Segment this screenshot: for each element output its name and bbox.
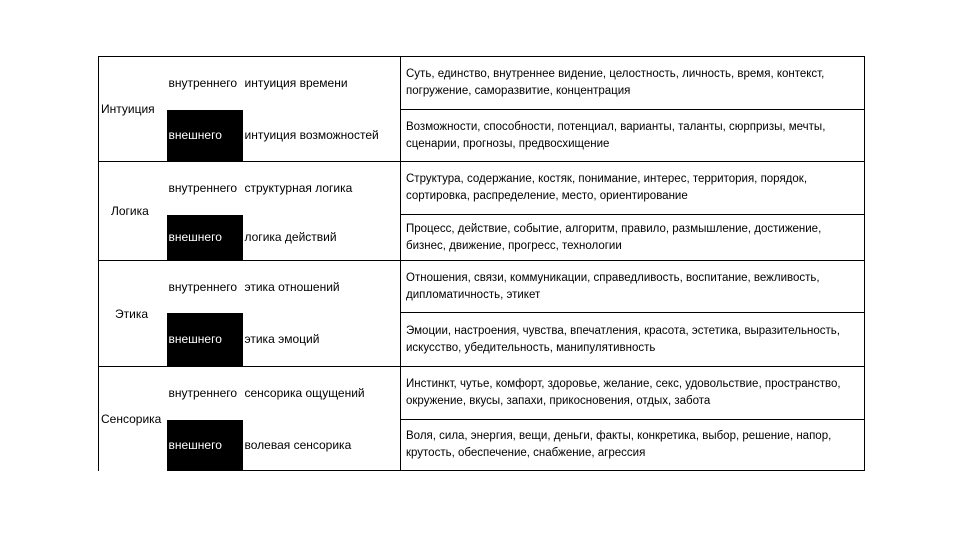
description-cell: Отношения, связи, коммуникации, справедливость, воспитание, вежливость, дипломатичность, этикет (401, 261, 865, 313)
function-cell: интуиция времени (243, 57, 401, 110)
function-cell: логика действий (243, 215, 401, 261)
category-cell (99, 261, 167, 367)
description-cell: Возможности, способности, потенциал, варианты, таланты, сюрпризы, мечты, сценарии, прогнозы, предвосхищение (401, 110, 865, 162)
category-cell (99, 162, 167, 261)
direction-cell: внутреннего (167, 162, 243, 215)
function-cell: интуиция возможностей (243, 110, 401, 162)
direction-cell: внешнего (167, 420, 243, 471)
description-cell: Эмоции, настроения, чувства, впечатления, красота, эстетика, выразительность, искусство, убедительность, манипулятивность (401, 313, 865, 367)
category-label: Этика (115, 306, 149, 321)
table-row (99, 215, 865, 261)
category-label: Интуиция (101, 102, 155, 116)
function-cell: сенсорика ощущений (243, 367, 401, 420)
direction-cell: внутреннего (167, 367, 243, 420)
table-row (99, 313, 865, 367)
description-cell: Суть, единство, внутреннее видение, целостность, личность, время, контекст, погружение, саморазвитие, концентрация (401, 57, 865, 110)
direction-cell: внутреннего (167, 57, 243, 110)
direction-cell: внешнего (167, 313, 243, 367)
direction-cell: внешнего (167, 215, 243, 261)
direction-cell: внешнего (167, 110, 243, 162)
direction-cell: внутреннего (167, 261, 243, 313)
description-cell: Инстинкт, чутье, комфорт, здоровье, желание, секс, удовольствие, пространство, окружение, вкусы, запахи, прикосновения, отдых, забота (401, 367, 865, 420)
function-cell: волевая сенсорика (243, 420, 401, 471)
table-row (99, 57, 865, 110)
category-label: Логика (111, 204, 149, 218)
table-row (99, 420, 865, 471)
function-cell: этика отношений (243, 261, 401, 313)
category-label: Сенсорика (101, 412, 162, 426)
description-cell: Воля, сила, энергия, вещи, деньги, факты, конкретика, выбор, решение, напор, крутость, обеспечение, снабжение, агрессия (401, 420, 865, 471)
table-row (99, 162, 865, 215)
function-cell: структурная логика (243, 162, 401, 215)
description-cell: Процесс, действие, событие, алгоритм, правило, размышление, достижение, бизнес, движение, прогресс, технологии (401, 215, 865, 261)
table-row (99, 261, 865, 313)
category-cell (99, 57, 167, 162)
function-cell: этика эмоций (243, 313, 401, 367)
description-cell: Структура, содержание, костяк, понимание, интерес, территория, порядок, сортировка, распределение, место, ориентирование (401, 162, 865, 215)
category-cell (99, 367, 167, 471)
table-row (99, 367, 865, 420)
table-row (99, 110, 865, 162)
functions-table (98, 56, 865, 471)
